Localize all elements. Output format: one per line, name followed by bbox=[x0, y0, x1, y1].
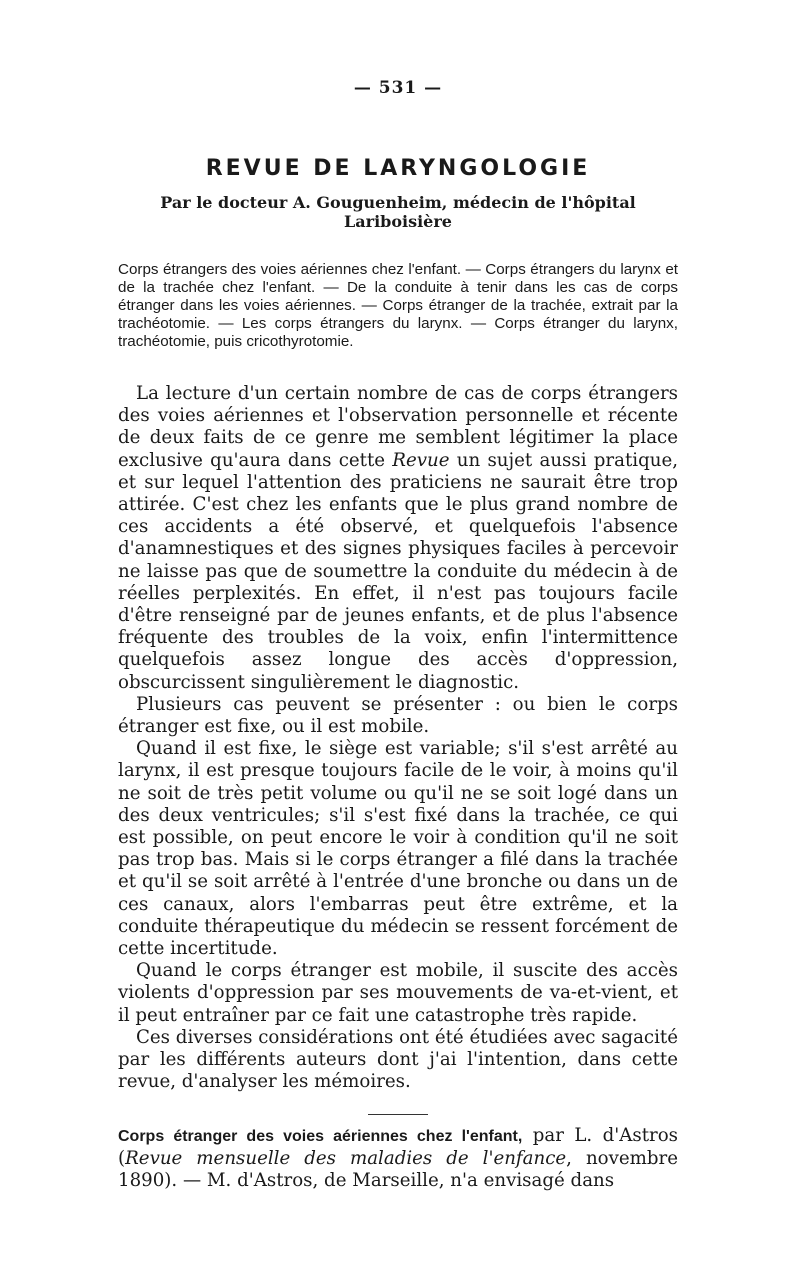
paragraph-1-start: La lecture d'un certain nombre de cas de corps étrangers des voies aériennes et l'observation personnelle et récente de deux faits de ce genre me semblent légitimer la place exclusive qu'aura dans cette bbox=[118, 383, 678, 471]
article-body bbox=[118, 383, 678, 1094]
page-number: — 531 — bbox=[353, 78, 443, 98]
paragraph-4: Quand le corps étranger est mobile, il suscite des accès violents d'oppression par ses mouvements de va-et-vient, et il peut entraîner par ce fait une catastrophe très rapide. bbox=[118, 960, 678, 1026]
review-author: par L. d'Astros ( bbox=[118, 1124, 679, 1169]
section-separator bbox=[368, 1114, 428, 1115]
document-page bbox=[118, 78, 678, 1192]
journal-title: REVUE DE LARYNGOLOGIE bbox=[205, 156, 591, 181]
review-entry bbox=[118, 1125, 678, 1193]
review-title: Corps étranger des voies aériennes chez l'enfant, bbox=[118, 1127, 523, 1145]
paragraph-2: Plusieurs cas peuvent se présenter : ou bien le corps étranger est fixe, ou il est mobile. bbox=[118, 693, 678, 738]
paragraph-5: Ces diverses considérations ont été étudiées avec sagacité par les différents auteurs dont j'ai l'intention, dans cette revue, d'analyser les mémoires. bbox=[118, 1026, 678, 1093]
review-paragraph bbox=[118, 1125, 678, 1193]
paragraph-3: Quand il est fixe, le siège est variable; s'il s'est arrêté au larynx, il est presque toujours facile de le voir, à moins qu'il ne soit de très petit volume ou qu'il ne se soit logé dans un des deux ventricules; s'il s'est fixé dans la trachée, ce qui est possible, on peut encore le voir à condition qu'il ne soit pas trop bas. Mais si le corps étranger a filé dans la trachée et qu'il se soit arrêté à l'entrée d'une bronche ou dans un de ces canaux, alors l'embarras peut être extrême, et la conduite thérapeutique du médecin se ressent forcément de cette incertitude. bbox=[118, 738, 678, 960]
review-source: Revue mensuelle des maladies de l'enfance bbox=[125, 1147, 567, 1169]
paragraph-1-end: un sujet aussi pratique, et sur lequel l'attention des praticiens ne saurait être trop attirée. C'est chez les enfants que le plus grand nombre de ces accidents a été observé, et quelquefois l'absence d'anamnestiques et des signes physiques faciles à percevoir ne laisse pas que de soumettre la conduite du médecin à de réelles perplexités. En effet, il n'est pas toujours facile d'être renseigné par de jeunes enfants, et de plus l'absence fréquente des troubles de la voix, enfin l'intermittence quelquefois assez longue des accès d'oppression, obscurcissent singulièrement le diagnostic. bbox=[118, 449, 678, 693]
review-rest: , novembre 1890). — M. d'Astros, de Marseille, n'a envisagé dans bbox=[118, 1147, 678, 1191]
article-summary: Corps étrangers des voies aériennes chez l'enfant. — Corps étrangers du larynx et de la trachée chez l'enfant. — De la conduite à tenir dans les cas de corps étranger dans les voies aériennes. — Corps étranger de la trachée, extrait par la trachéotomie. — Les corps étrangers du larynx. — Corps étranger du larynx, trachéotomie, puis cricothyrotomie. bbox=[118, 261, 678, 350]
revue-emphasis: Revue bbox=[392, 449, 450, 471]
paragraph-1 bbox=[118, 383, 678, 694]
author-byline: Par le docteur A. Gouguenheim, médecin de l'hôpital Lariboisière bbox=[160, 193, 636, 231]
